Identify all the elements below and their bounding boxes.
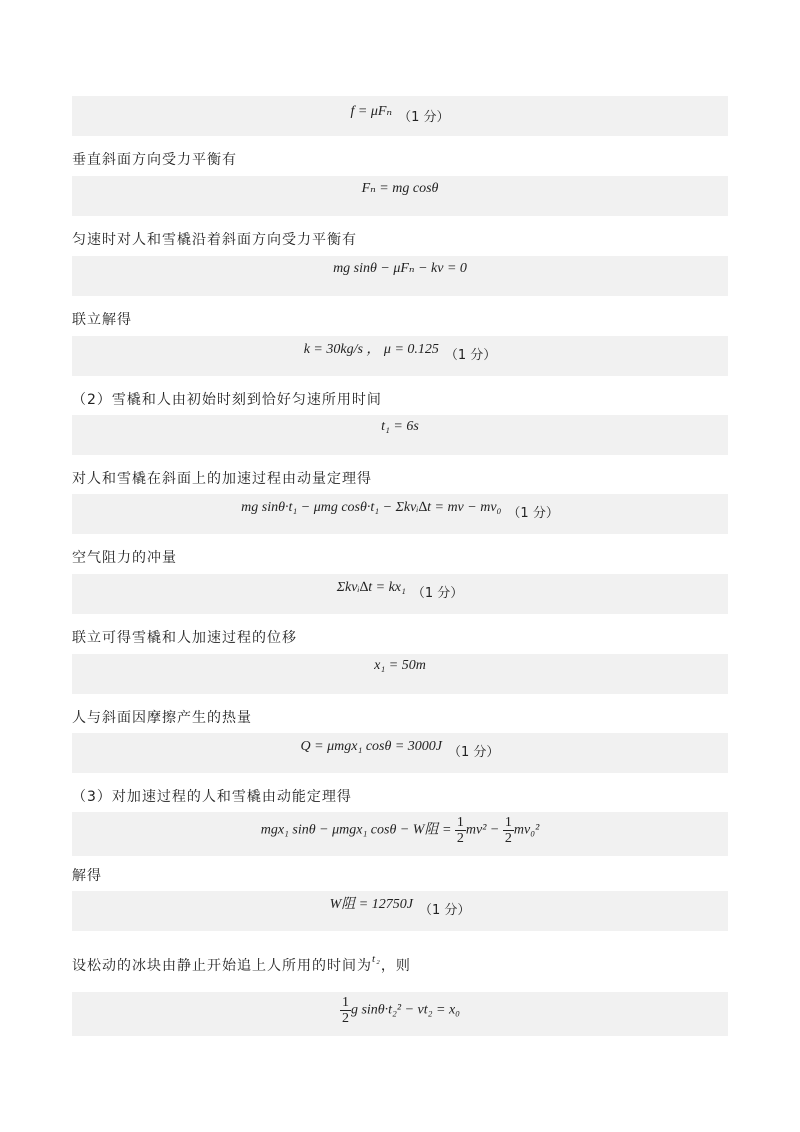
equation-friction: f = μFₙ （1 分） xyxy=(350,104,450,125)
equation-momentum-theorem: mg sinθ·t₁ − μmg cosθ·t₁ − Σkvᵢ∆t = mv − mv₀ （1 分） xyxy=(241,500,559,521)
text-line-displacement: 联立可得雪橇和人加速过程的位移 xyxy=(72,630,297,646)
text-line-heat: 人与斜面因摩擦产生的热量 xyxy=(72,710,252,726)
equation-box-3 xyxy=(72,256,728,296)
equation-balance: mg sinθ − μFₙ − kv = 0 xyxy=(333,261,467,276)
text-line-ice: 设松动的冰块由静止开始追上人所用的时间为$^{t_2}$，则 xyxy=(72,953,411,974)
equation-box-8 xyxy=(72,654,728,694)
equation-energy-theorem: mgx₁ sinθ − μmgx₁ cosθ − W阻 = $\frac{1}{2}$ mv² − $\frac{1}{2}$ mv₀² xyxy=(260,815,540,846)
equation-t1: t₁ = 6s xyxy=(381,419,419,434)
equation-box-10 xyxy=(72,812,728,856)
equation-heat: Q = μmgx₁ cosθ = 3000J （1 分） xyxy=(300,739,500,760)
equation-box-6 xyxy=(72,494,728,534)
equation-box-2 xyxy=(72,176,728,216)
fraction-half: $\frac{1}{2}$ xyxy=(341,995,349,1026)
equation-normal-force: Fₙ = mg cosθ xyxy=(361,181,439,196)
text-line-part3: （3）对加速过程的人和雪橇由动能定理得 xyxy=(72,789,352,805)
fraction-half: $\frac{1}{2}$ xyxy=(504,815,512,846)
text-line-perpendicular: 垂直斜面方向受力平衡有 xyxy=(72,152,237,168)
equation-box-11 xyxy=(72,891,728,931)
equation-k-mu: k = 30kg/s ， μ = 0.125 （1 分） xyxy=(303,342,497,363)
text-line-solve-2: 解得 xyxy=(72,868,102,884)
fraction-half: $\frac{1}{2}$ xyxy=(456,815,464,846)
text-line-uniform-motion: 匀速时对人和雪橇沿着斜面方向受力平衡有 xyxy=(72,232,357,248)
equation-ice-motion: $\frac{1}{2}$ g sinθ·t₂² − vt₂ = x₀ xyxy=(341,995,461,1026)
equation-box-1 xyxy=(72,96,728,136)
equation-box-5 xyxy=(72,415,728,455)
equation-box-12 xyxy=(72,992,728,1036)
equation-box-4 xyxy=(72,336,728,376)
equation-box-9 xyxy=(72,733,728,773)
text-line-solve: 联立解得 xyxy=(72,312,132,328)
equation-impulse: Σkvᵢ∆t = kx₁ （1 分） xyxy=(336,580,464,601)
equation-box-7 xyxy=(72,574,728,614)
text-line-momentum: 对人和雪橇在斜面上的加速过程由动量定理得 xyxy=(72,471,372,487)
equation-work: W阻 = 12750J （1 分） xyxy=(329,897,471,918)
text-line-part2: （2）雪橇和人由初始时刻到恰好匀速所用时间 xyxy=(72,392,382,408)
text-line-impulse: 空气阻力的冲量 xyxy=(72,550,177,566)
equation-x1: x₁ = 50m xyxy=(374,658,426,673)
